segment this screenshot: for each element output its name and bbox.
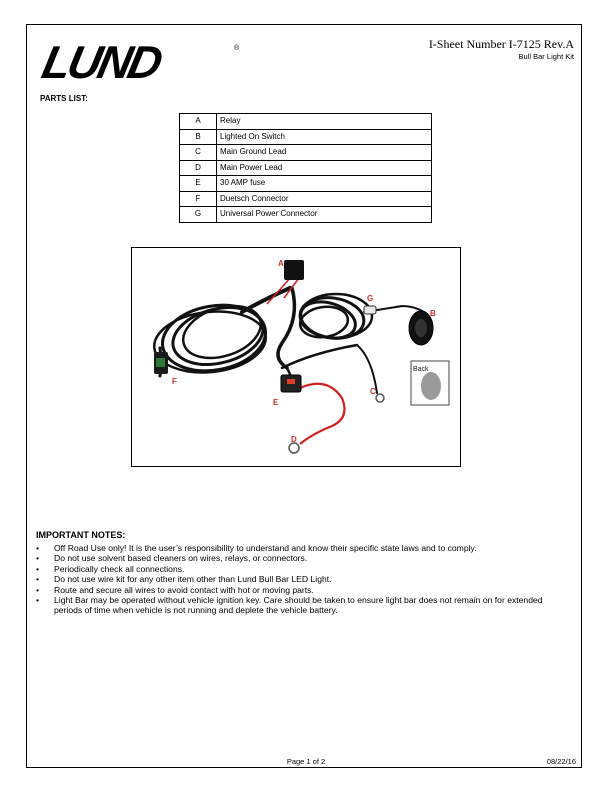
note-text: Do not use solvent based cleaners on wires, relays, or connectors.	[54, 553, 308, 564]
label-d: D	[291, 435, 297, 444]
table-row	[180, 114, 432, 130]
part-name: Lighted On Switch	[217, 129, 432, 145]
part-letter: B	[180, 129, 217, 145]
bullet: •	[36, 574, 40, 585]
label-e: E	[273, 398, 279, 407]
note-text: Periodically check all connections.	[54, 563, 185, 574]
part-letter: G	[180, 207, 217, 223]
universal-connector-icon	[364, 306, 376, 314]
label-c: C	[370, 387, 376, 396]
wiring-kit-photo	[131, 247, 461, 467]
logo-wordmark: LUND	[37, 40, 165, 84]
parts-table	[179, 113, 432, 223]
table-row	[180, 207, 432, 223]
list-item	[36, 553, 571, 563]
relay-icon	[284, 260, 304, 280]
kit-name: Bull Bar Light Kit	[518, 52, 574, 61]
switch-button-icon	[415, 319, 427, 337]
part-letter: A	[180, 114, 217, 130]
list-item	[36, 564, 571, 574]
inset-back-label: Back	[413, 366, 429, 373]
part-letter: F	[180, 191, 217, 207]
note-text: Do not use wire kit for any other item other than Lund Bull Bar LED Light.	[54, 574, 332, 585]
bullet: •	[36, 595, 40, 606]
label-g: G	[367, 294, 374, 303]
bullet: •	[36, 553, 40, 564]
part-name: 30 AMP fuse	[217, 176, 432, 192]
bullet: •	[36, 563, 40, 574]
part-name: Main Power Lead	[217, 160, 432, 176]
list-item	[36, 595, 571, 616]
list-item	[36, 543, 571, 553]
note-text: Light Bar may be operated without vehicle ignition key. Care should be taken to ensure light bar does not remain on for extended periods of time when vehicle is not running and deplete the vehicle battery.	[54, 595, 543, 616]
table-row	[180, 191, 432, 207]
list-item	[36, 574, 571, 584]
connector-seal-icon	[156, 358, 165, 367]
bullet: •	[36, 584, 40, 595]
label-f: F	[172, 377, 177, 386]
lund-logo	[36, 40, 242, 84]
table-row	[180, 176, 432, 192]
power-lead-wire	[300, 384, 344, 444]
part-name: Main Ground Lead	[217, 145, 432, 161]
table-row	[180, 145, 432, 161]
part-name: Universal Power Connector	[217, 207, 432, 223]
bullet: •	[36, 543, 40, 553]
part-name: Duetsch Connector	[217, 191, 432, 207]
fuse-icon	[287, 379, 295, 384]
important-notes-heading: IMPORTANT NOTES:	[36, 530, 126, 540]
sheet-number: I-Sheet Number I-7125 Rev.A	[428, 37, 574, 51]
table-row	[180, 129, 432, 145]
page-number: Page 1 of 2	[286, 757, 326, 766]
part-name: Relay	[217, 114, 432, 130]
label-b: B	[430, 309, 436, 318]
list-item	[36, 585, 571, 595]
part-letter: D	[180, 160, 217, 176]
parts-list-heading: PARTS LIST:	[40, 94, 88, 103]
revision-date: 08/22/16	[546, 757, 576, 766]
ground-ring-terminal-icon	[376, 394, 384, 402]
switch-back-icon	[421, 372, 441, 400]
note-text: Off Road Use only! It is the user’s responsibility to understand and know their specific state laws and to comply.	[54, 543, 477, 553]
registered-mark: ®	[234, 45, 240, 52]
part-letter: E	[180, 176, 217, 192]
important-notes-list	[36, 543, 571, 616]
note-text: Route and secure all wires to avoid contact with hot or moving parts.	[54, 584, 314, 595]
part-letter: C	[180, 145, 217, 161]
table-row	[180, 160, 432, 176]
label-a: A	[278, 259, 284, 268]
power-ring-terminal-icon	[289, 443, 299, 453]
